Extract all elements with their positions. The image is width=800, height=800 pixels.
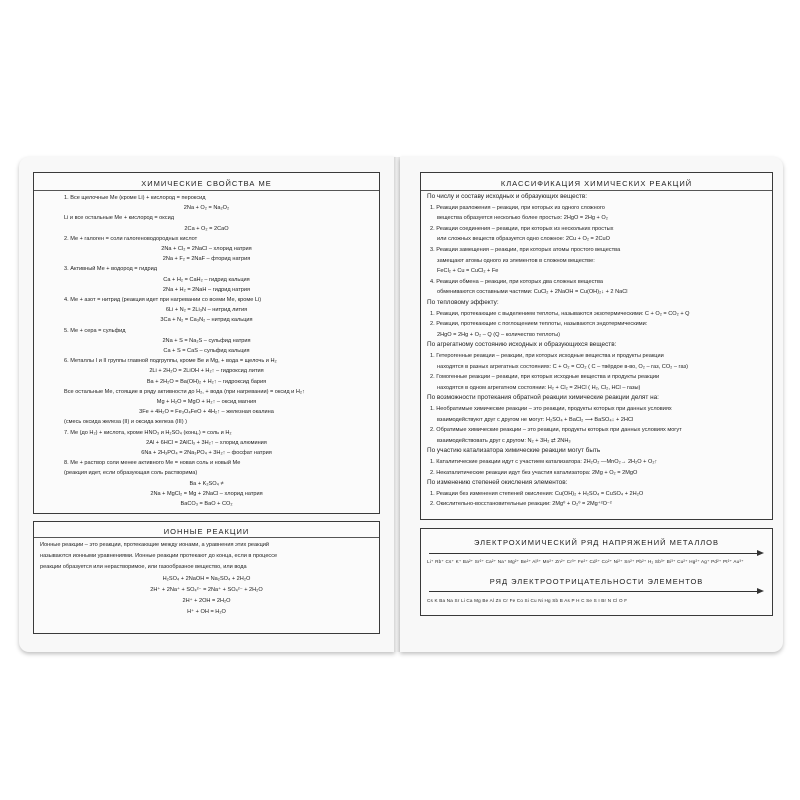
text-line: 2Na + S = Na₂S – сульфид натрия [162,337,251,344]
electronegativity-series: Cs K Ba Na Sr Li Ca Mg Be Al Zn Cr Fe Co Si Cu Ni Hg Sb B As P H C Se S I Br N Cl O F [427,598,628,603]
text-line: 6. Металлы I и II группы главной подгруппы, кроме Be и Mg, + вода = щелочь и H₂ [64,358,277,365]
ionic-reactions-panel [33,521,380,634]
text-line: обмениваются составными частями: CuCl₂ + 2NaOH = Cu(OH)₂↓ + 2 NaCl [437,289,628,296]
text-line: 4. Ме + азот = нитрид (реакция идет при нагревании со всеми Ме, кроме Li) [64,297,262,303]
text-line: 8. Ме + раствор соли менее активного Ме = новая соль и новый Ме [64,460,241,467]
text-line: 5. Ме + сера = сульфид [64,327,126,334]
text-line: 2Ca + O₂ = 2CaO [184,225,229,232]
panel-title: ХИМИЧЕСКИЕ СВОЙСТВА МЕ [141,179,272,188]
text-line: 2. Гомогенные реакции – реакции, при которых исходные вещества и продукты реакции [430,374,660,381]
text-line: 2Na + O₂ = Na₂O₂ [183,205,230,212]
series-panel [420,528,773,616]
text-line: (реакция идет, если образующая соль растворима) [64,470,198,477]
text-line: 1. Необратимые химические реакции – это реакции, продукты которых при данных условиях [430,406,672,412]
text-line: (смесь оксида железа (II) и оксида железа (III) ) [64,419,187,426]
text-line: взаимодействовать друг с другом: N₂ + 3H₂ ⇄ 2NH₃ [437,437,571,444]
text-line: Ca + S = CaS – сульфид кальция [163,348,250,354]
section-heading: По изменению степеней окисления элементов: [427,479,568,487]
text-line: H⁺ + OH = H₂O [187,609,226,616]
text-line: реакции образуется или нерастворимое, или газообразное вещество, или вода [40,564,247,571]
section-heading: По числу и составу исходных и образующих веществ: [427,193,587,200]
text-line: Ba + K₂SO₄ ≠ [189,480,224,487]
text-line: находятся в одном агрегатном состоянии: H₂ + Cl₂ = 2HCl ( H₂, Cl₂, HCl – газы) [437,384,641,391]
section-heading: По тепловому эффекту: [427,299,499,306]
text-line: Ионные реакции – это реакции, протекающие между ионами, а уравнения этих реакций [40,542,270,548]
text-line: 6Na + 2H₃PO₄ = 2Na₃PO₄ + 3H₂↑ – фосфат натрия [141,450,272,456]
text-line: 1. Реакции разложения – реакции, при которых из одного сложного [430,204,605,211]
section-heading: По агрегатному состоянию исходных и образующихся веществ: [427,341,617,349]
series1-arrowhead [757,550,764,556]
text-line: 2Na + H₂ = 2NaH – гидрид натрия [162,286,251,293]
text-line: 2Na + F₂ = 2NaF – фторид натрия [162,256,251,263]
text-line: 2. Реакции соединения – реакции, при которых из нескольких простых [430,225,614,232]
text-line: 2. Реакции, протекающие с поглощением теплоты, называются эндотермическими: [430,321,648,328]
text-line: вещества образуется несколько более простых: 2HgO = 2Hg + O₂ [437,215,608,222]
text-line: взаимодействуют друг с другом не могут: H₂SO₄ + BaCl₂ ⟶ BaSO₄↓ + 2HCl [437,416,634,423]
text-line: 2HgO = 2Hg + O₂ – Q (Q – количество теплоты) [437,331,560,338]
classification-panel [420,172,773,520]
text-line: 2. Некаталитические реакции идут без участия катализатора: 2Mg + O₂ = 2MgO [430,469,638,476]
text-line: 2H⁺ + 2OH = 2H₂O [182,598,231,604]
text-line: BaCO₃ = BaO + CO₂ [180,501,233,507]
text-line: Ca + H₂ = CaH₂ – гидрид кальция [163,276,250,283]
text-line: или сложных веществ образуется одно сложное: 2Cu + O₂ = 2CuO [437,236,610,243]
text-line: 6Li + N₂ = 2Li₃N – нитрид лития [165,307,248,314]
text-line: 1. Каталитические реакции идут с участием катализатора: 2H₂O₂ —MnO₂→ 2H₂O + O₂↑ [430,459,658,465]
text-line: 3. Реакции замещения – реакции, при которых атомы простого вещества [430,247,621,253]
text-line: H₂SO₄ + 2NaOH = Na₂SO₄ + 2H₂O [162,575,251,582]
text-line: 3. Активный Ме + водород = гидрид [64,266,158,273]
section-heading: По участию катализатора химические реакции могут быть [427,447,601,455]
title-divider [34,537,379,538]
title-divider [34,190,379,191]
text-line: 4. Реакции обмена – реакции, при которых два сложных вещества [430,278,603,285]
electrochemical-series: Li⁺ Rb⁺ Cs⁺ K⁺ Ba²⁺ Sr²⁺ Ca²⁺ Na⁺ Mg²⁺ Be²⁺ Al³⁺ Mn²⁺ Zn²⁺ Cr³⁺ Fe²⁺ Cd²⁺ Co²⁺ Ni²⁺ Sn²⁺ Pb²⁺ H₂ Sb³⁺ Bi³⁺ Cu²⁺ Hg²⁺ Ag⁺ Pd²⁺ Pt²⁺ Au³⁺ [427,559,744,564]
text-line: 1. Реакции без изменения степеней окисления: Cu(OH)₂ + H₂SO₄ = CuSO₄ + 2H₂O [430,490,644,497]
series2-title: РЯД ЭЛЕКТРООТРИЦАТЕЛЬНОСТИ ЭЛЕМЕНТОВ [489,577,704,586]
text-line: 1. Все щелочные Ме (кроме Li) + кислород = пероксид [64,195,206,201]
text-line: 3Fe + 4H₂O = Fe₃O₄FeO + 4H₂↑ – железная окалина [139,409,274,416]
text-line: 2Li + 2H₂O = 2LiOH + H₂↑ – гидроксид лития [149,368,264,375]
text-line: 3Ca + N₂ = Ca₃N₂ – нитрид кальция [160,317,253,324]
text-line: 1. Реакции, протекающие с выделением теплоты, называются экзотермическими: C + O₂ = CO₂ + Q [430,310,690,317]
text-line: 7. Ме (до H₂) + кислота, кроме HNO₃ и H₂SO₄ (конц.) = соль и H₂ [64,429,232,436]
series2-arrow [429,591,759,592]
text-line: FeCl₂ + Cu = CuCl₂ + Fe [437,268,499,275]
text-line: замещают атомы одного из элементов в сложном веществе: [437,257,595,264]
text-line: 2. Обратимые химические реакции – это реакции, продукты которых при данных условиях могут [430,427,682,434]
text-line: Li и все остальные Ме + кислород = оксид [64,215,174,222]
text-line: находятся в разных агрегатных состояниях: C + O₂ = CO₂ ( C – твёрдое в-во, O₂ – газ, CO₂ – газ) [437,363,688,370]
text-line: 1. Гетерогенные реакции – реакции, при которых исходные вещества и продукты реакции [430,353,664,359]
panel-title: КЛАССИФИКАЦИЯ ХИМИЧЕСКИХ РЕАКЦИЙ [500,179,693,188]
text-line: 2Al + 6HCl = 2AlCl₃ + 3H₂↑ – хлорид алюминия [146,439,267,446]
title-divider [421,190,772,191]
text-line: Mg + H₂O = MgO + H₂↑ – оксид магния [156,399,257,405]
panel-title: ИОННЫЕ РЕАКЦИИ [163,527,250,536]
text-line: Ba + 2H₂O = Ba(OH)₂ + H₂↑ – гидроксид бария [146,378,267,385]
text-line: 2Na + MgCl₂ = Mg + 2NaCl – хлорид натрия [150,490,263,497]
section-heading: По возможности протекания обратной реакции химические реакции делят на: [427,394,659,402]
text-line: Все остальные Ме, стоящие в ряду активности до H₂, + вода (при нагревании) = оксид и H₂↑ [64,388,305,395]
metal-properties-panel [33,172,380,514]
text-line: 2. Окислительно-восстановительные реакции: 2Mg⁰ + O₂⁰ = 2Mg⁺²O⁻² [430,501,612,508]
text-line: 2. Ме + галоген = соли галогеноводородных кислот [64,235,198,242]
series1-arrow [429,553,759,554]
series2-arrowhead [757,588,764,594]
series1-title: ЭЛЕКТРОХИМИЧЕСКИЙ РЯД НАПРЯЖЕНИЙ МЕТАЛЛОВ [473,538,720,547]
text-line: 2H⁺ + 2Na⁺ + SO₄²⁻ = 2Na⁺ + SO₄²⁻ + 2H₂O [150,586,263,593]
text-line: называются ионными уравнениями. Ионные реакции протекают до конца, если в процессе [40,553,278,560]
text-line: 2Na + Cl₂ = 2NaCl – хлорид натрия [161,246,252,252]
